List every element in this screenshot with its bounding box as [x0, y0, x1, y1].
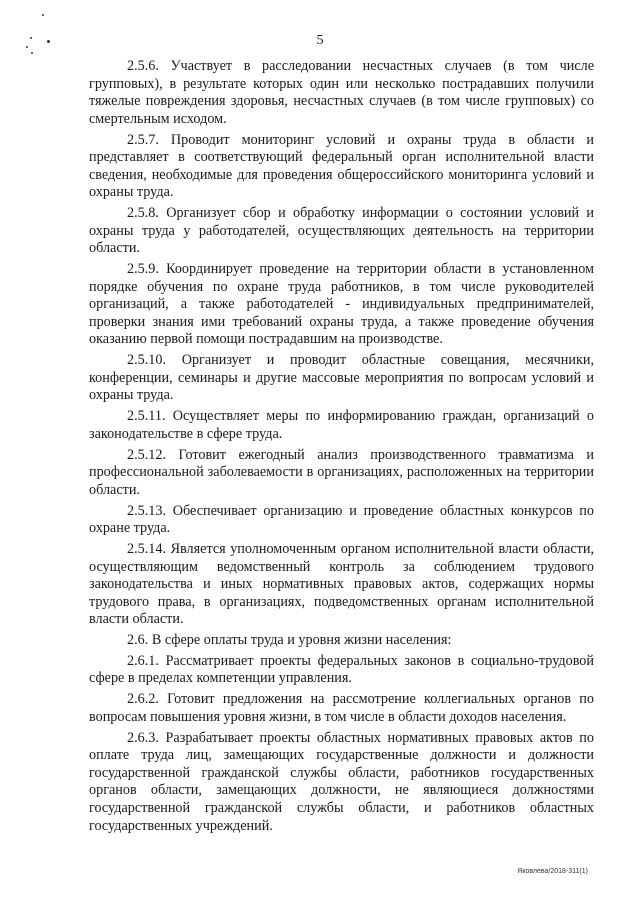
section-heading-2-6: 2.6. В сфере оплаты труда и уровня жизни населения:: [127, 632, 452, 649]
paragraph-2-5-11: 2.5.11. Осуществляет меры по информированию граждан, организаций о законодательстве в сфере труда.: [89, 408, 594, 442]
paragraph-2-5-8: 2.5.8. Организует сбор и обработку информации о состоянии условий и охраны труда у работодателей, осуществляющих деятельность на территории области.: [89, 205, 594, 257]
paragraph-2-5-10: 2.5.10. Организует и проводит областные совещания, месячники, конференции, семинары и другие массовые мероприятия по вопросам условий и охраны труда.: [89, 352, 594, 404]
paragraph-2-6-1: 2.6.1. Рассматривает проекты федеральных законов в социально-трудовой сфере в пределах компетенции управления.: [89, 652, 594, 687]
paragraph-2-6-3: 2.6.3. Разрабатывает проекты областных нормативных правовых актов по оплате труда лиц, замещающих государственные должности и должности государственной гражданской службы области, работников государственных органов области, замещающих должности, не являющиеся должностями государственной гражданской службы области, и работников областных государственных учреждений.: [89, 729, 594, 834]
paragraph-2-5-9: 2.5.9. Координирует проведение на территории области в установленном порядке обучения по охране труда работников, в том числе руководителей организаций, а также работодателей - индивидуальных предпринимателей, проверки знания ими требований охраны труда, а также проведение обучения оказанию первой помощи пострадавшим на производстве.: [89, 261, 594, 348]
footer-document-code: Яковлева/2018-311(1): [517, 868, 588, 875]
scan-artifact-dot: [31, 52, 33, 54]
scan-artifact-dot: [42, 14, 44, 16]
paragraph-2-5-12: 2.5.12. Готовит ежегодный анализ производственного травматизма и профессиональной заболеваемости в организациях, расположенных на территории области.: [89, 446, 594, 498]
paragraph-2-5-6: 2.5.6. Участвует в расследовании несчастных случаев (в том числе групповых), в результате которых один или несколько пострадавших получили тяжелые повреждения здоровья, несчастных случаев (в том числе групповых) со смертельным исходом.: [89, 58, 594, 127]
document-body: [89, 58, 594, 838]
page-number: 5: [316, 33, 324, 48]
paragraph-2-6-2: 2.6.2. Готовит предложения на рассмотрение коллегиальных органов по вопросам повышения уровня жизни, в том числе в области доходов населения.: [89, 691, 594, 725]
paragraph-2-5-13: 2.5.13. Обеспечивает организацию и проведение областных конкурсов по охране труда.: [89, 502, 594, 537]
paragraph-2-5-7: 2.5.7. Проводит мониторинг условий и охраны труда в области и представляет в соответствующий федеральный орган исполнительной власти сведения, необходимые для проведения общероссийского мониторинга условий и охраны труда.: [89, 131, 594, 201]
paragraph-2-5-14: 2.5.14. Является уполномоченным органом исполнительной власти области, осуществляющим ведомственный контроль за соблюдением трудового законодательства и иных нормативных правовых актов, содержащих нормы трудового права, в организациях, подведомственных органам исполнительной власти области.: [89, 540, 594, 628]
